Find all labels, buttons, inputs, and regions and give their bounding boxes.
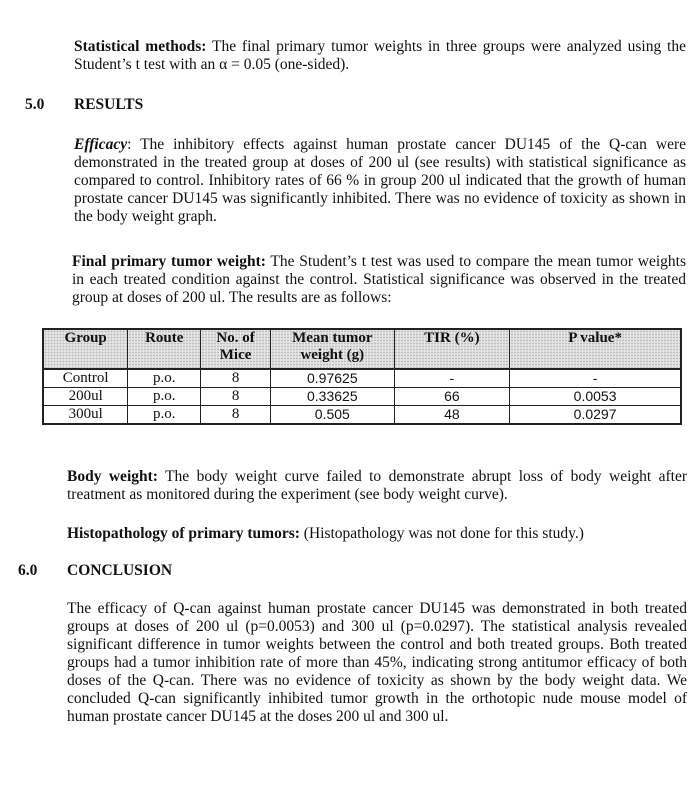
cell-mean-weight: 0.97625 bbox=[271, 369, 395, 388]
conclusion-heading bbox=[18, 562, 37, 580]
results-table bbox=[42, 328, 682, 425]
header-tir: TIR (%) bbox=[394, 329, 510, 369]
conclusion-heading-title bbox=[67, 562, 172, 580]
efficacy-label: Efficacy bbox=[74, 136, 128, 153]
table-row bbox=[43, 406, 681, 425]
conclusion-section-title: CONCLUSION bbox=[67, 562, 173, 579]
body-weight-text: The body weight curve failed to demonstrate abrupt loss of body weight after treatment as monitored during the experiment (see body weight curve). bbox=[67, 468, 687, 503]
final-tumor-weight-text: The Student’s t test was used to compare the mean tumor weights in each treated condition against the control. Statistical significance was observed in the treated group at doses of 200 ul. The results are as follows: bbox=[72, 253, 686, 306]
body-weight-label: Body weight: bbox=[67, 468, 158, 485]
header-group: Group bbox=[43, 329, 128, 369]
table-row bbox=[43, 369, 681, 388]
statistical-methods-text: The final primary tumor weights in three groups were analyzed using the Student’s t test with an α = 0.05 (one-sided). bbox=[74, 38, 686, 73]
cell-group: Control bbox=[43, 369, 128, 388]
cell-route: p.o. bbox=[128, 406, 201, 425]
histopathology-text: (Histopathology was not done for this study.) bbox=[299, 525, 584, 542]
conclusion-section-number: 6.0 bbox=[18, 562, 38, 579]
results-heading bbox=[25, 96, 44, 114]
conclusion-text: The efficacy of Q-can against human prostate cancer DU145 was demonstrated in both treated groups at doses of 200 ul (p=0.0053) and 300 ul (p=0.0297). The statistical analysis revealed significant difference in tumor weights between the control and both treated groups. Both treated groups had a tumor inhibition rate of more than 45%, indicating strong antitumor efficacy of both doses of the Q-can. There was no evidence of toxicity as shown by the body weight data. We concluded Q-can significantly inhibited tumor growth in the orthotopic nude mouse model of human prostate cancer DU145 at the doses 200 ul and 300 ul. bbox=[67, 600, 687, 725]
cell-mean-weight: 0.33625 bbox=[271, 388, 395, 406]
cell-group: 200ul bbox=[43, 388, 128, 406]
cell-tir: 66 bbox=[394, 388, 510, 406]
cell-tir: 48 bbox=[394, 406, 510, 425]
header-route: Route bbox=[128, 329, 201, 369]
cell-group: 300ul bbox=[43, 406, 128, 425]
results-section-number: 5.0 bbox=[25, 96, 45, 113]
final-tumor-weight-paragraph bbox=[72, 253, 686, 307]
header-no-of-mice: No. of Mice bbox=[201, 329, 271, 369]
header-p-value: P value* bbox=[510, 329, 681, 369]
efficacy-paragraph bbox=[74, 136, 686, 226]
cell-mice: 8 bbox=[201, 388, 271, 406]
efficacy-text: : The inhibitory effects against human prostate cancer DU145 of the Q-can were demonstrated in the treated group at doses of 200 ul (see results) with statistical significance as compared to control. Inhibitory rates of 66 % in group 200 ul indicated that the growth of human prostate cancer DU145 was significantly inhibited. There was no evidence of toxicity as shown in the body weight graph. bbox=[74, 136, 686, 225]
cell-p-value: - bbox=[510, 369, 681, 388]
header-mean-tumor-weight: Mean tumor weight (g) bbox=[271, 329, 395, 369]
table-header-row bbox=[43, 329, 681, 369]
cell-mice: 8 bbox=[201, 369, 271, 388]
table-row bbox=[43, 388, 681, 406]
cell-mean-weight: 0.505 bbox=[271, 406, 395, 425]
statistical-methods-paragraph bbox=[74, 38, 686, 74]
results-section-title: RESULTS bbox=[74, 96, 144, 113]
conclusion-paragraph bbox=[67, 600, 687, 726]
histopathology-label: Histopathology of primary tumors: bbox=[67, 525, 300, 542]
cell-route: p.o. bbox=[128, 388, 201, 406]
cell-route: p.o. bbox=[128, 369, 201, 388]
results-heading-title bbox=[74, 96, 143, 114]
cell-p-value: 0.0053 bbox=[510, 388, 681, 406]
final-tumor-weight-label: Final primary tumor weight: bbox=[72, 253, 266, 270]
body-weight-paragraph bbox=[67, 468, 687, 504]
histopathology-paragraph bbox=[67, 525, 687, 543]
cell-tir: - bbox=[394, 369, 510, 388]
cell-p-value: 0.0297 bbox=[510, 406, 681, 425]
cell-mice: 8 bbox=[201, 406, 271, 425]
statistical-methods-label: Statistical methods: bbox=[74, 38, 207, 55]
